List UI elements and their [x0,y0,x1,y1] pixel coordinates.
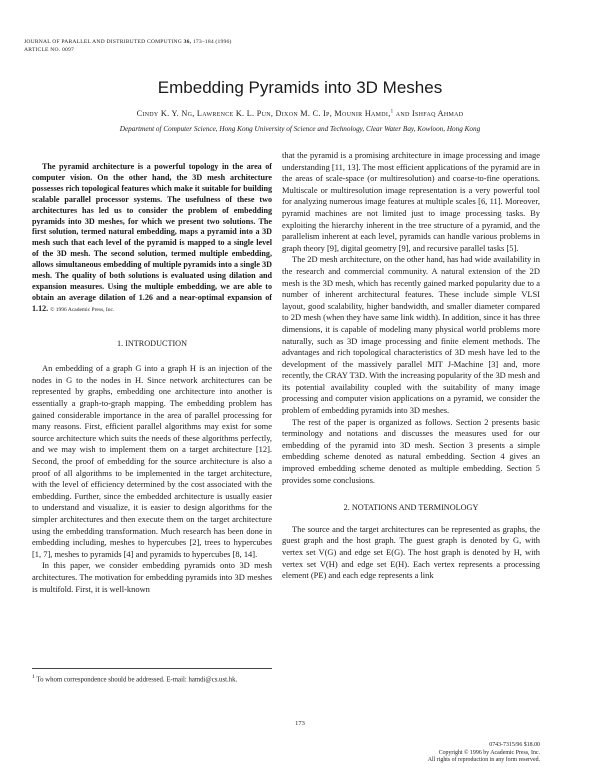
author-footnote-mark: 1 [390,109,394,115]
journal-volume: 36, [183,39,192,45]
journal-header [24,38,232,54]
abstract-text: The pyramid architecture is a powerful topology in the area of computer vision. On the other hand, the 3D mesh architecture possesses rich topological features which make it suitable for building scalable parallel processor systems. The usefulness of these two architectures has led us to consider the problem of embedding pyramids into 3D meshes, for which we present two solutions. The first solution, termed natural embedding, maps a pyramid into a 3D mesh such that each level of the pyramid is mapped to a single level of the 3D mesh. The second solution, termed multiple embedding, allows simultaneous embedding of multiple pyramids into a single 3D mesh. The quality of both solutions is evaluated using dilation and expansion measures. Using the multiple embedding, we are able to obtain an average dilation of 1.26 and a near-optimal expansion of 1.12. [32,162,272,313]
journal-pages: 173–184 (1996) [192,39,232,45]
paper-title: Embedding Pyramids into 3D Meshes [157,78,443,97]
intro-paragraph-1: An embedding of a graph G into a graph H is an injection of the nodes in G to the nodes in H. Since network architectures can be represented by graphs, embedding one architecture into another is essentially a graph-to-graph mapping. The embedding problem has gained considerable importance in the area of parallel processing for many reasons. First, efficient parallel algorithms may exist for some source architecture which suits the needs of these algorithms perfectly, and we may wish to implement them on a target architecture [12]. Second, the proof of embedding for the source architecture is also a proof of all algorithms to be implemented in the target architecture, with the level of efficiency determined by the cost associated with the embedding. Further, since the embedded architecture is usually easier to understand and visualize, it is easier to design algorithms for the simpler architectures and then execute them on the target architecture using the embedding transformation. Much research has been done in embedding including, meshes to hypercubes [2], trees to hypercubes [1, 7], meshes to pyramids [4] and pyramids to hypercubes [8, 14]. [32,363,272,559]
rights-line: All rights of reproduction in any form reserved. [427,757,540,764]
rights-line: Copyright © 1996 by Academic Press, Inc. [438,749,540,756]
abstract [32,162,272,316]
right-paragraph-3: The rest of the paper is organized as follows. Section 2 presents basic terminology and notations and discusses the measures used for our embedding of the pyramid into 3D mesh. Section 3 presents a simple embedding scheme denoted as natural embedding. Section 4 gives an improved embedding scheme denoted as multiple embedding. Section 5 provides some conclusions. [282,416,540,485]
journal-name: JOURNAL OF PARALLEL AND DISTRIBUTED COMPUTING [24,39,183,45]
right-paragraph-4: The source and the target architectures can be represented as graphs, the guest graph and the host graph. The guest graph is denoted by G, with vertex set V(G) and edge set E(G). The host graph is denoted by H, with vertex set V(H) and edge set E(H). Each vertex represents a processing element (PE) and each edge represents a link [282,523,540,581]
footnote-mark: 1 [32,674,35,680]
right-paragraph-1: that the pyramid is a promising architecture in image processing and image understanding [11, 13]. The most efficient applications of the pyramid are in the areas of scale-space (or multiresolution) and coarse-to-fine operations. Multiscale or multiresolution image representation is a very powerful tool for analyzing numerous image features at multiple scales [6, 11]. Moreover, pyramid machines are not limited just to image processing tasks. By exploiting the hierarchy inherent in the tree structure of a pyramid, and the parallelism inherent at each level, pyramids can handle various problems in graph theory [9], digital geometry [9], and recursive parallel tasks [5]. [282,150,540,253]
right-column [282,150,540,582]
authors-last: and Ishfaq Ahmad [393,109,464,118]
footnote [32,668,272,684]
article-number: ARTICLE NO. 0097 [24,47,74,53]
rights-notice [428,742,540,765]
footnote-text: To whom correspondence should be addressed. E-mail: hamdi@cs.ust.hk. [36,676,238,684]
right-paragraph-2: The 2D mesh architecture, on the other hand, has had wide availability in the research and commercial community. A natural extension of the 2D mesh is the 3D mesh, which has recently gained marked popularity due to a number of inherent architectural features. These include simple VLSI layout, good scalability, higher bandwidth, and smaller diameter compared to 2D mesh (when they have same link width). In addition, since it has three dimensions, it is capable of modeling many physical world problems more naturally, such as 3D image processing and finite element methods. The advantages and rich topological characteristics of 3D mesh have led to the development of the massively parallel MIT J-Machine [3] and, more recently, the CRAY T3D. With the increasing popularity of the 3D mesh and its potential availability coupled with the suitability of many image processing and computer vision applications on a pyramid, we consider the problem of embedding pyramids into 3D meshes. [282,254,540,416]
authors-text: Cindy K. Y. Ng, Lawrence K. L. Pun, Dixon M. C. Ip, Mounir Hamdi, [136,109,391,118]
author-list [0,109,600,118]
page-number: 173 [295,720,305,727]
left-column [32,162,272,595]
section-heading-notations: 2. NOTATIONS AND TERMINOLOGY [343,503,479,513]
intro-paragraph-2: In this paper, we consider embedding pyramids onto 3D mesh architectures. The motivation for embedding pyramids into 3D meshes is multifold. First, it is well-known [32,560,272,594]
section-heading-introduction: 1. INTRODUCTION [116,338,188,348]
abstract-copyright: © 1996 Academic Press, Inc. [50,306,115,313]
rights-line: 0743-7315/96 $18.00 [489,742,540,748]
affiliation: Department of Computer Science, Hong Kong University of Science and Technology, Clear Water Bay, Kowloon, Hong Kong [119,125,481,133]
